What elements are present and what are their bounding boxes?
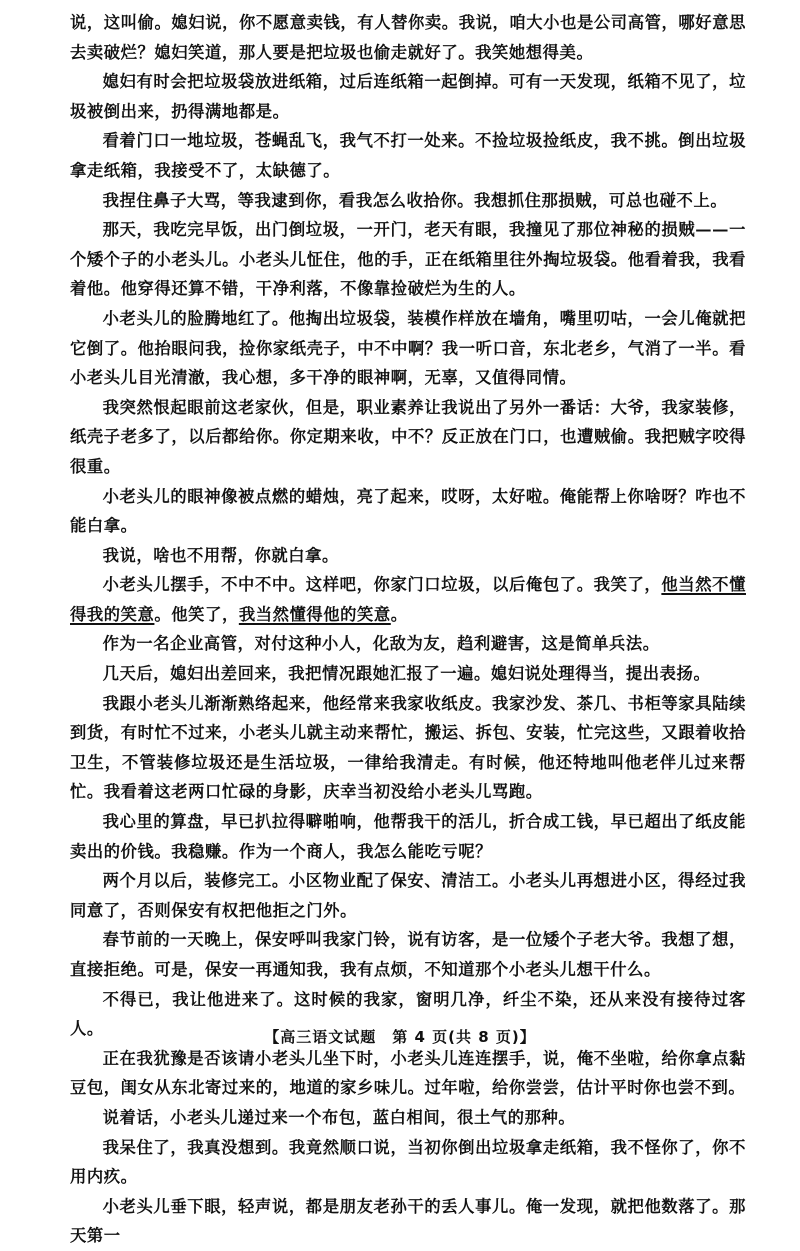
paragraph-8: 小老头儿的眼神像被点燃的蜡烛，亮了起来，哎呀，太好啦。俺能帮上你啥呀？咋也不能白拿。 bbox=[70, 486, 746, 536]
paragraph-13: 我跟小老头儿渐渐熟络起来，他经常来我家收纸皮。我家沙发、茶几、书柜等家具陆续到货，有时忙不过来，小老头儿就主动来帮忙，搬运、拆包、安装，忙完这些，又跟着收拾卫生，不管装修垃圾还是生活垃圾，一律给我清走。有时候，他还特地叫他老伴儿过来帮忙。我看着这老两口忙碌的身影，庆幸当初没给小老头儿骂跑。 bbox=[70, 693, 746, 802]
paragraph-10-mid: 。他笑了， bbox=[154, 604, 239, 624]
paragraph-10-end: 。 bbox=[390, 604, 408, 624]
paragraph-3: 看着门口一地垃圾，苍蝇乱飞，我气不打一处来。不捡垃圾捡纸皮，我不挑。倒出垃圾拿走纸箱，我接受不了，太缺德了。 bbox=[70, 131, 746, 180]
paragraph-19: 说着话，小老头儿递过来一个布包，蓝白相间，很土气的那种。 bbox=[102, 1107, 576, 1127]
underlined-sentence-2: 我当然懂得他的笑意 bbox=[238, 604, 391, 624]
paragraph-1: 说，这叫偷。媳妇说，你不愿意卖钱，有人替你卖。我说，咱大小也是公司高管，哪好意思去卖破烂？媳妇笑道，那人要是把垃圾也偷走就好了。我笑她想得美。 bbox=[70, 13, 746, 62]
page-footer: 【高三语文试题 第 4 页(共 8 页)】 bbox=[264, 1028, 536, 1046]
paragraph-18: 正在我犹豫是否该请小老头儿坐下时，小老头儿连连摆手，说，俺不坐啦，给你拿点黏豆包，闺女从东北寄过来的，地道的家乡味儿。过年啦，给你尝尝，估计平时你也尝不到。 bbox=[70, 1048, 746, 1098]
paragraph-2: 媳妇有时会把垃圾袋放进纸箱，过后连纸箱一起倒掉。可有一天发现，纸箱不见了，垃圾被倒出来，扔得满地都是。 bbox=[70, 72, 746, 121]
paragraph-14: 我心里的算盘，早已扒拉得噼啪响，他帮我干的活儿，折合成工钱，早已超出了纸皮能卖出的价钱。我稳赚。作为一个商人，我怎么能吃亏呢？ bbox=[70, 812, 746, 861]
article-body bbox=[70, 8, 746, 1251]
paragraph-21: 小老头儿垂下眼，轻声说，都是朋友老孙干的丢人事儿。俺一发现，就把他数落了。那天第一 bbox=[70, 1196, 746, 1246]
underlined-sentence-1: 他当然不懂得我的笑意 bbox=[70, 575, 746, 624]
paragraph-7: 我突然恨起眼前这老家伙，但是，职业素养让我说出了另外一番话：大爷，我家装修，纸壳子老多了，以后都给你。你定期来收，中不？反正放在门口，也遭贼偷。我把贼字咬得很重。 bbox=[70, 397, 746, 476]
paragraph-4: 我捏住鼻子大骂，等我逮到你，看我怎么收拾你。我想抓住那损贼，可总也碰不上。 bbox=[102, 190, 728, 210]
paragraph-20: 我呆住了，我真没想到。我竟然顺口说，当初你倒出垃圾拿走纸箱，我不怪你了，你不用内疚。 bbox=[70, 1137, 746, 1187]
paragraph-10 bbox=[70, 570, 746, 629]
paragraph-10-text: 小老头儿摆手，不中不中。这样吧，你家门口垃圾，以后俺包了。我笑了， bbox=[102, 575, 662, 595]
paragraph-6: 小老头儿的脸腾地红了。他掏出垃圾袋，装模作样放在墙角，嘴里叨咕，一会儿俺就把它倒了。他抬眼问我，捡你家纸壳子，中不中啊？我一听口音，东北老乡，气消了一半。看小老头儿目光清澈，我心想，多干净的眼神啊，无辜，又值得同情。 bbox=[70, 308, 746, 388]
paragraph-11: 作为一名企业高管，对付这种小人，化敌为友，趋利避害，这是简单兵法。 bbox=[102, 634, 660, 654]
paragraph-5: 那天，我吃完早饭，出门倒垃圾，一开门，老天有眼，我撞见了那位神秘的损贼——一个矮个子的小老头儿。小老头儿怔住，他的手，正在纸箱里往外掏垃圾袋。他看着我，我看着他。他穿得还算不错，干净利落，不像靠捡破烂为生的人。 bbox=[70, 220, 746, 299]
paragraph-17: 不得已，我让他进来了。这时候的我家，窗明几净，纤尘不染，还从来没有接待过客人。 bbox=[70, 989, 746, 1039]
paragraph-12: 几天后，媳妇出差回来，我把情况跟她汇报了一遍。媳妇说处理得当，提出表扬。 bbox=[102, 664, 711, 684]
paragraph-9: 我说，啥也不用帮，你就白拿。 bbox=[102, 545, 339, 565]
paragraph-15: 两个月以后，装修完工。小区物业配了保安、清洁工。小老头儿再想进小区，得经过我同意了，否则保安有权把他拒之门外。 bbox=[70, 871, 746, 920]
paragraph-16: 春节前的一天晚上，保安呼叫我家门铃，说有访客，是一位矮个子老大爷。我想了想，直接拒绝。可是，保安一再通知我，我有点烦，不知道那个小老头儿想干什么。 bbox=[70, 930, 746, 979]
